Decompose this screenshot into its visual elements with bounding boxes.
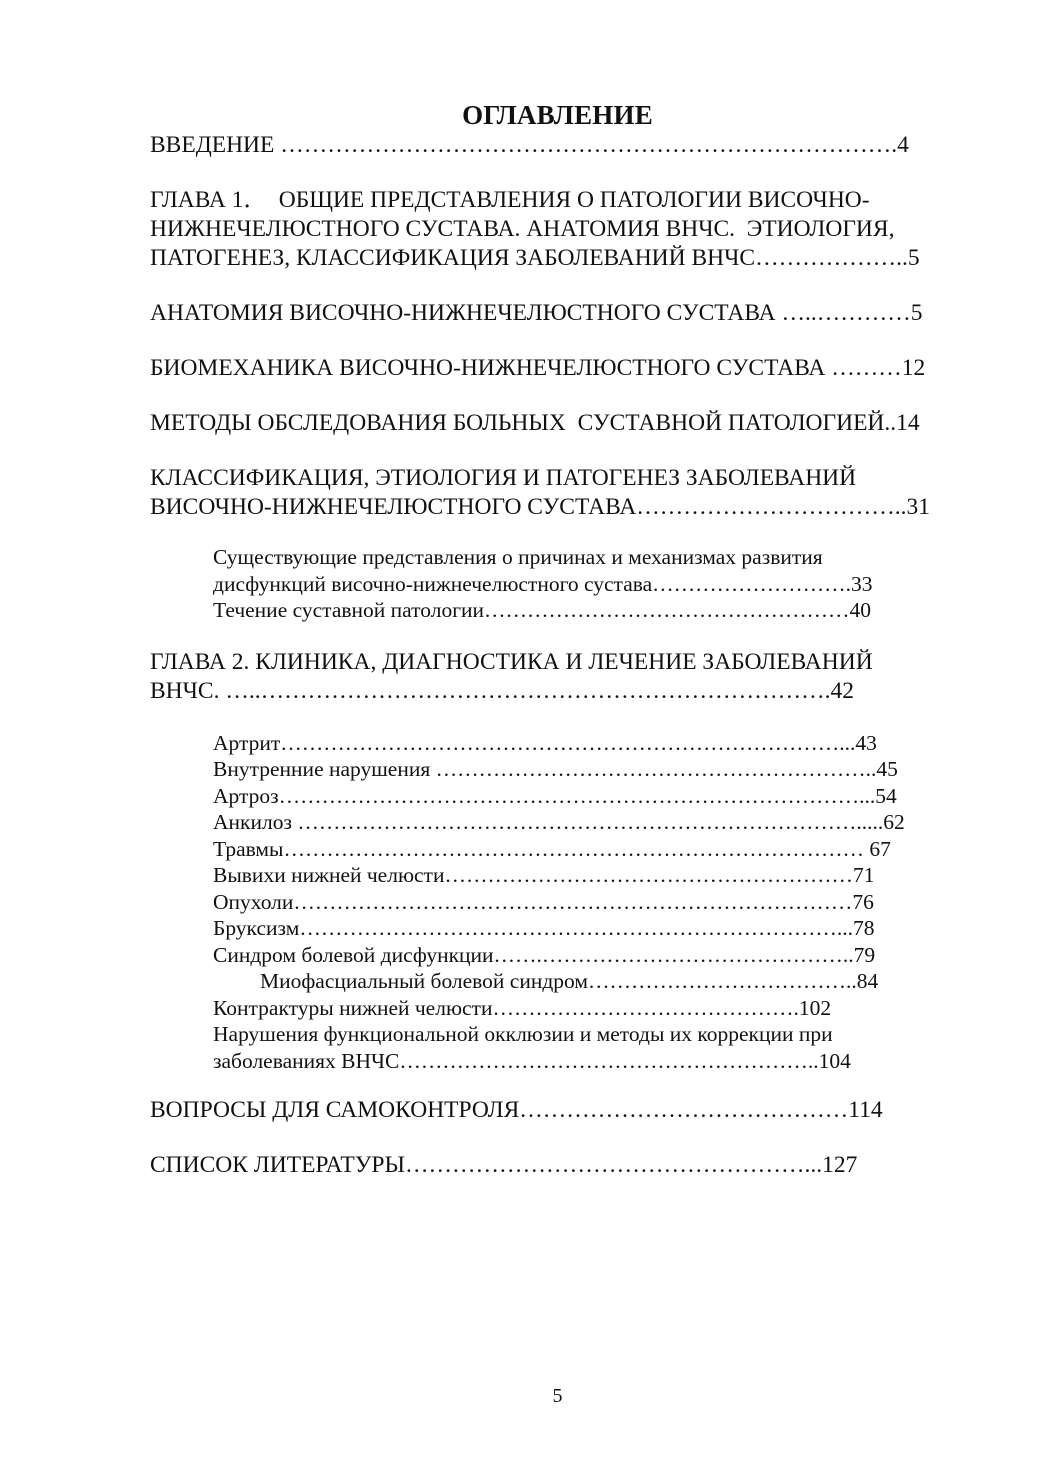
toc-subentry-internal-derangements: Внутренние нарушения ……………………………………………………..45 [213,757,898,781]
toc-subentry-arthritis: Артрит……………………………………………………………………...43 [213,730,877,755]
toc-subentry-bruxism: Бруксизм…………………………………………………………………...78 [213,916,875,940]
toc-entry-anatomy: АНАТОМИЯ ВИСОЧНО-НИЖНЕЧЕЛЮСТНОГО СУСТАВА …..…………5 [150,300,923,326]
toc-subentry-tumors: Опухоли……………………………………………………………………76 [213,889,874,914]
toc-entry-references: СПИСОК ЛИТЕРАТУРЫ……………………………………………...127 [150,1152,858,1178]
toc-subentry-contractures: Контрактуры нижней челюсти…………………………………….102 [213,995,832,1020]
toc-subentry-myofascial-pain: Миофасциальный болевой синдром………………………………..84 [260,969,879,993]
toc-subentry-trauma: Травмы……………………………………………………………………… 67 [213,836,891,861]
toc-subentry-dislocations: Вывихи нижней челюсти…………………………………………………71 [213,863,875,887]
toc-entry-chapter-1-line-1: ГЛАВА 1． ОБЩИЕ ПРЕДСТАВЛЕНИЯ О ПАТОЛОГИИ ВИСОЧНО- [150,187,870,213]
toc-subentry-pain-dysfunction: Синдром болевой дисфункции…….……………………………………..79 [213,942,876,967]
toc-entry-chapter-1-line-2: НИЖНЕЧЕЛЮСТНОГО СУСТАВА. АНАТОМИЯ ВНЧС. ЭТИОЛОГИЯ, [150,216,895,242]
toc-subentry-causes-line-1: Существующие представления о причинах и механизмах развития [213,545,823,569]
toc-entry-biomechanics: БИОМЕХАНИКА ВИСОЧНО-НИЖНЕЧЕЛЮСТНОГО СУСТАВА ………12 [150,355,926,381]
toc-subentry-ankylosis: Анкилоз …………………………………………………………………….....62 [213,810,905,834]
toc-entry-chapter-2-line-1: ГЛАВА 2. КЛИНИКА, ДИАГНОСТИКА И ЛЕЧЕНИЕ ЗАБОЛЕВАНИЙ [150,648,873,675]
toc-entry-classification-line-1: КЛАССИФИКАЦИЯ, ЭТИОЛОГИЯ И ПАТОГЕНЕЗ ЗАБОЛЕВАНИЙ [150,465,857,491]
toc-entry-introduction: ВВЕДЕНИЕ …………………………………………………………………….4 [150,132,909,158]
toc-subentry-causes-line-2: дисфункций височно-нижнечелюстного сустава……………………….33 [213,571,873,596]
page-number: 5 [552,1385,563,1407]
toc-subentry-course: Течение суставной патологии……………………………………………40 [213,598,872,622]
toc-subentry-occlusion-line-1: Нарушения функциональной окклюзии и методы их коррекции при [213,1022,833,1046]
toc-entry-self-control-questions: ВОПРОСЫ ДЛЯ САМОКОНТРОЛЯ……………………………………114 [150,1097,883,1123]
page-title: ОГЛАВЛЕНИЕ [462,100,653,130]
toc-entry-examination-methods: МЕТОДЫ ОБСЛЕДОВАНИЯ БОЛЬНЫХ СУСТАВНОЙ ПАТОЛОГИЕЙ..14 [150,410,920,436]
toc-entry-chapter-1-line-3: ПАТОГЕНЕЗ, КЛАССИФИКАЦИЯ ЗАБОЛЕВАНИЙ ВНЧС………………..5 [150,245,920,271]
toc-subentry-arthrosis: Артроз………………………………………………………………………...54 [213,783,897,808]
toc-entry-classification-line-2: ВИСОЧНО-НИЖНЕЧЕЛЮСТНОГО СУСТАВА……………………………..31 [150,494,931,520]
toc-subentry-occlusion-line-2: заболеваниях ВНЧС…………………………………………………..104 [213,1048,851,1073]
toc-entry-chapter-2-line-2: ВНЧС. …..……………………………………………………………….42 [150,677,854,704]
table-of-contents [150,131,960,1180]
